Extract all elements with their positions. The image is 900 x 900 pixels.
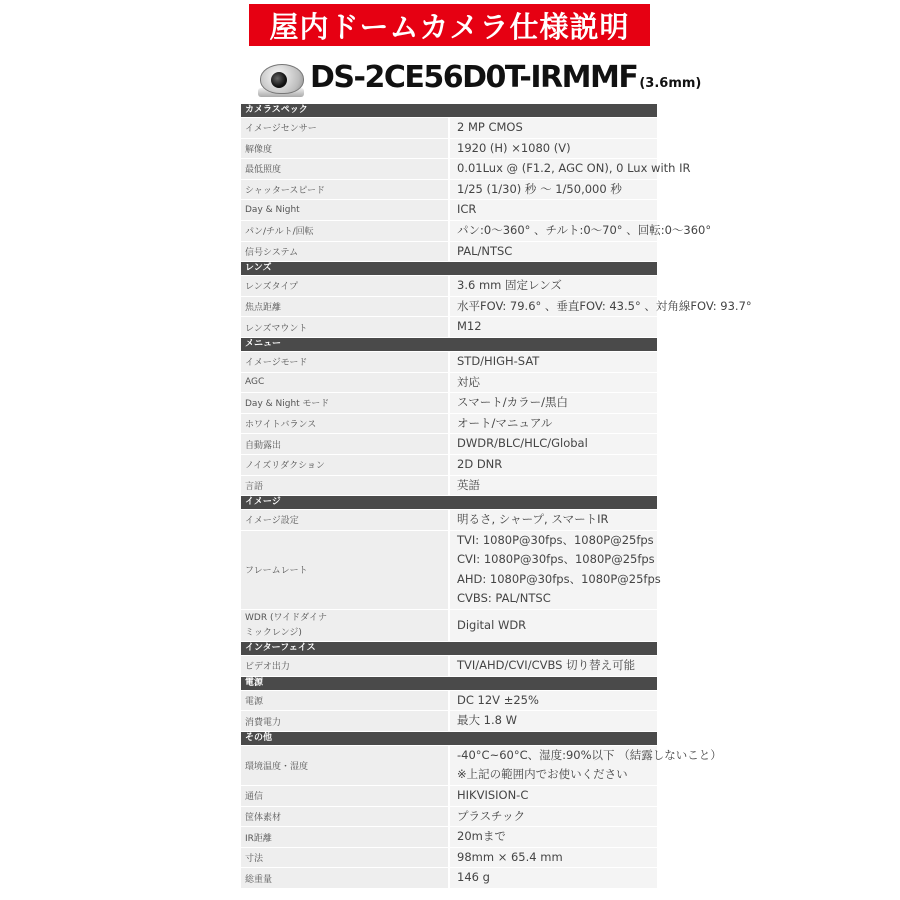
section-title: メニュー [241,337,657,351]
section-title: 電源 [241,676,657,690]
spec-label: シャッタースピード [241,179,449,200]
spec-value-line: TVI: 1080P@30fps、1080P@25fps [457,532,654,547]
spec-row [241,372,657,393]
spec-value [449,159,691,180]
spec-row [241,847,657,868]
spec-label [241,610,449,642]
section-title: レンズ [241,262,657,276]
spec-label: Day & Night モード [241,393,449,414]
spec-row [241,711,657,732]
spec-row [241,317,657,338]
spec-row [241,690,657,711]
spec-label: フレームレート [241,530,449,609]
spec-value-line: DWDR/BLC/HLC/Global [457,436,588,451]
spec-row [241,434,657,455]
spec-value [449,610,657,642]
spec-value-line: TVI/AHD/CVI/CVBS 切り替え可能 [457,658,636,673]
spec-label: AGC [241,372,449,393]
spec-value-line: 英語 [457,477,480,492]
spec-label: 自動露出 [241,434,449,455]
spec-value [449,241,657,262]
spec-label-line: WDR (ワイドダイナ [245,612,328,623]
spec-value [449,372,657,393]
spec-row [241,351,657,372]
spec-value [449,138,657,159]
spec-label: イメージモード [241,351,449,372]
spec-value-line: 2D DNR [457,456,503,471]
spec-value [449,413,657,434]
spec-label: 筐体素材 [241,806,449,827]
spec-value-line: 0.01Lux @ (F1.2, AGC ON), 0 Lux with IR [457,161,691,176]
spec-value [449,656,657,677]
section-header [241,676,657,690]
spec-value-line: 3.6 mm 固定レンズ [457,278,562,293]
spec-label: 総重量 [241,868,449,889]
spec-label: 通信 [241,786,449,807]
spec-value [449,868,657,889]
model-header [258,54,701,98]
spec-value [449,530,661,609]
spec-label: レンズマウント [241,317,449,338]
spec-value-line: ※上記の範囲内でお使いください [457,767,628,782]
spec-label: 焦点距離 [241,296,449,317]
spec-value-line: スマート/カラー/黒白 [457,395,569,410]
spec-row [241,276,657,297]
spec-label: パン/チルト/回転 [241,220,449,241]
spec-label: 消費電力 [241,711,449,732]
spec-label: 電源 [241,690,449,711]
spec-value [449,351,657,372]
spec-value-line: 98mm × 65.4 mm [457,849,563,864]
spec-value [449,317,657,338]
spec-label: 言語 [241,475,449,496]
spec-row [241,745,657,785]
spec-row [241,530,657,609]
spec-row [241,241,657,262]
spec-value-line: 水平FOV: 79.6° 、垂直FOV: 43.5° 、対角線FOV: 93.7° [457,298,752,313]
spec-label: ノイズリダクション [241,454,449,475]
spec-value-line: 1/25 (1/30) 秒 ～ 1/50,000 秒 [457,181,622,196]
spec-row [241,159,657,180]
spec-value-line: AHD: 1080P@30fps、1080P@25fps [457,571,661,586]
section-header [241,642,657,656]
spec-value-line: 20mまで [457,829,506,844]
spec-value-line: 1920 (H) ×1080 (V) [457,140,571,155]
section-title: その他 [241,731,657,745]
spec-value-line: 146 g [457,870,490,885]
spec-value-line: 明るさ, シャープ, スマートIR [457,512,609,527]
spec-row [241,220,657,241]
spec-row [241,413,657,434]
spec-label: 最低照度 [241,159,449,180]
spec-value [449,847,657,868]
spec-value [449,827,657,848]
spec-value [449,179,657,200]
section-title: イメージ [241,496,657,510]
spec-label: イメージ設定 [241,510,449,531]
spec-value [449,296,752,317]
spec-value [449,786,657,807]
spec-value-line: 対応 [457,374,480,389]
spec-value-line: オート/マニュアル [457,415,553,430]
spec-row [241,656,657,677]
section-title: カメラスペック [241,104,657,118]
spec-row [241,786,657,807]
spec-label: イメージセンサー [241,118,449,139]
spec-value [449,690,657,711]
section-header [241,337,657,351]
spec-row [241,510,657,531]
spec-label-line: ミックレンジ) [245,627,302,638]
spec-value [449,745,722,785]
model-name: DS-2CE56D0T-IRMMF [310,60,638,95]
spec-label: 寸法 [241,847,449,868]
spec-value-line: プラスチック [457,808,526,823]
spec-value-line: M12 [457,319,482,334]
spec-value-line: CVI: 1080P@30fps、1080P@25fps [457,552,655,567]
spec-label: ビデオ出力 [241,656,449,677]
spec-value [449,220,712,241]
spec-row [241,868,657,889]
section-title: インターフェイス [241,642,657,656]
spec-row [241,393,657,414]
spec-row [241,454,657,475]
spec-label: Day & Night [241,200,449,221]
section-header [241,496,657,510]
spec-value [449,200,657,221]
spec-value [449,711,657,732]
page-banner [249,4,650,46]
spec-row [241,179,657,200]
spec-value [449,434,657,455]
spec-label: 環境温度・湿度 [241,745,449,785]
spec-row [241,827,657,848]
spec-value-line: Digital WDR [457,617,527,632]
spec-value-line: PAL/NTSC [457,243,513,258]
spec-value [449,510,657,531]
spec-value-line: 2 MP CMOS [457,120,523,134]
spec-label: レンズタイプ [241,276,449,297]
spec-row [241,806,657,827]
spec-value-line: -40°C~60°C、湿度:90%以下 （結露しないこと） [457,747,722,762]
spec-value-line: 最大 1.8 W [457,713,517,728]
spec-value-line: STD/HIGH-SAT [457,353,540,368]
spec-table [241,104,752,889]
spec-value-line: CVBS: PAL/NTSC [457,591,551,606]
spec-value [449,806,657,827]
dome-camera-icon [258,62,304,98]
spec-value-line: パン:0～360° 、チルト:0～70° 、回転:0～360° [457,222,712,237]
spec-row [241,200,657,221]
spec-label: 解像度 [241,138,449,159]
spec-row [241,118,657,139]
spec-value-line: ICR [457,202,477,217]
spec-label: ホワイトバランス [241,413,449,434]
spec-row [241,610,657,642]
spec-value [449,276,657,297]
spec-value-line: DC 12V ±25% [457,692,539,707]
spec-value-line: HIKVISION-C [457,788,529,803]
lens-note: (3.6mm) [639,76,702,91]
spec-row [241,296,657,317]
section-header [241,731,657,745]
spec-label: 信号システム [241,241,449,262]
spec-value [449,454,657,475]
section-header [241,104,657,118]
section-header [241,262,657,276]
spec-label: IR距離 [241,827,449,848]
spec-value [449,118,657,139]
banner-title: 屋内ドームカメラ仕様説明 [269,9,630,44]
spec-value [449,393,657,414]
spec-row [241,475,657,496]
spec-value [449,475,657,496]
spec-row [241,138,657,159]
